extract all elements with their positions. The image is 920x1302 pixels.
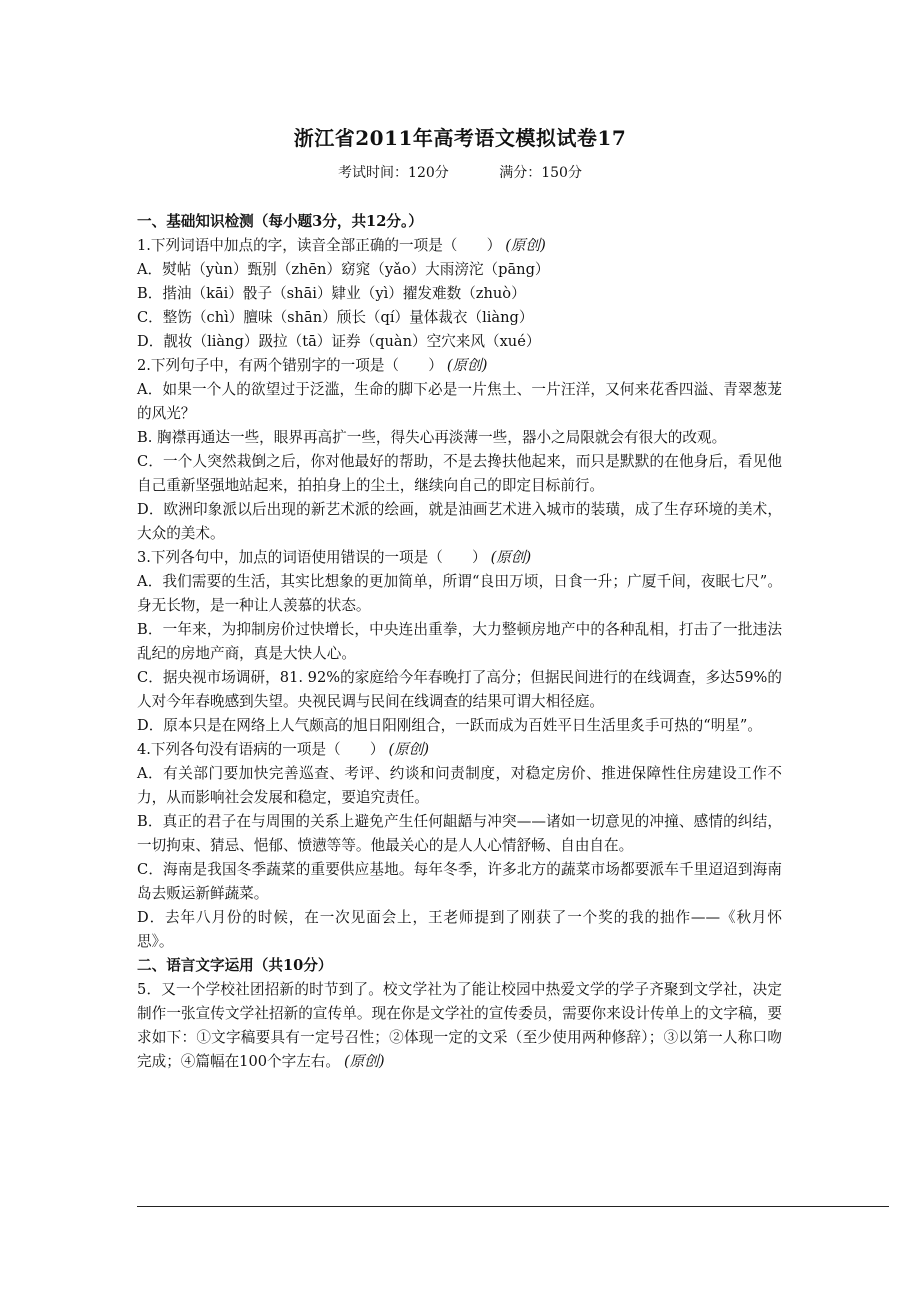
exam-time: 考试时间：120分: [338, 165, 449, 181]
question-3-option-a: A．我们需要的生活，其实比想象的更加简单，所谓“良田万顷，日食一升；广厦千间，夜眠七尺”。身无长物，是一种让人羡慕的状态。: [137, 573, 782, 614]
question-1-option-d: D．靓妆（liàng）趿拉（tā）证券（quàn）空穴来风（xué）: [137, 333, 541, 350]
question-3-option-d: D．原本只是在网络上人气颇高的旭日阳刚组合，一跃而成为百姓平日生活里炙手可热的“明星”。: [137, 717, 762, 734]
full-score: 满分：150分: [499, 165, 582, 181]
page-title: 浙江省2011年高考语文模拟试卷17: [293, 126, 627, 150]
original-note: (原创): [505, 237, 546, 254]
question-1-option-a: A．熨帖（yùn）甄别（zhēn）窈窕（yǎo）大雨滂沱（pāng）: [137, 261, 550, 278]
section-heading-1: 一、基础知识检测（每小题3分，共12分。）: [137, 213, 423, 230]
question-2-option-c: C．一个人突然栽倒之后，你对他最好的帮助，不是去搀扶他起来，而只是默默的在他身后，看见他自己重新坚强地站起来，拍拍身上的尘土，继续向自己的即定目标前行。: [137, 453, 782, 494]
question-5-stem: 5．又一个学校社团招新的时节到了。校文学社为了能让校园中热爱文学的学子齐聚到文学社，决定制作一张宣传文学社招新的宣传单。现在你是文学社的宣传委员，需要你来设计传单上的文字稿，要求如下：①文字稿要具有一定号召性；②体现一定的文采（至少使用两种修辞）；③以第一人称口吻完成；④篇幅在100个字左右。 (原创): [137, 981, 782, 1070]
question-2-stem: 2.下列句子中，有两个错别字的一项是（ ） (原创): [137, 357, 488, 374]
question-3-stem: 3.下列各句中，加点的词语使用错误的一项是（ ） (原创): [137, 549, 532, 566]
section-heading-2: 二、语言文字运用（共10分）: [137, 957, 333, 974]
question-3-option-c: C．据央视市场调研，81. 92%的家庭给今年春晚打了高分；但据民间进行的在线调查，多达59%的人对今年春晚感到失望。央视民调与民间在线调查的结果可谓大相径庭。: [137, 669, 782, 710]
original-note: (原创): [343, 1053, 385, 1070]
exam-content: [137, 210, 782, 1074]
footer-divider: [137, 1206, 889, 1207]
question-1-stem: 1.下列词语中加点的字，读音全部正确的一项是（ ） (原创): [137, 237, 546, 254]
original-note: (原创): [490, 549, 532, 566]
question-1-option-c: C．整饬（chì）膻味（shān）颀长（qí）量体裁衣（liàng）: [137, 309, 534, 326]
original-note: (原创): [446, 357, 488, 374]
question-4-stem: 4.下列各句没有语病的一项是（ ） (原创): [137, 741, 430, 758]
question-4-option-a: A．有关部门要加快完善巡查、考评、约谈和问责制度，对稳定房价、推进保障性住房建设工作不力，从而影响社会发展和稳定，要追究责任。: [137, 765, 782, 806]
exam-info: [0, 162, 920, 182]
question-3-option-b: B．一年来，为抑制房价过快增长，中央连出重拳，大力整顿房地产中的各种乱相，打击了一批违法乱纪的房地产商，真是大快人心。: [137, 621, 782, 662]
question-4-option-c: C．海南是我国冬季蔬菜的重要供应基地。每年冬季，许多北方的蔬菜市场都要派车千里迢迢到海南岛去贩运新鲜蔬菜。: [137, 861, 782, 902]
question-2-option-a: A．如果一个人的欲望过于泛滥，生命的脚下必是一片焦土、一片汪洋，又何来花香四溢、青翠葱茏的风光？: [137, 381, 782, 422]
question-4-option-d: D．去年八月份的时候，在一次见面会上，王老师提到了刚获了一个奖的我的拙作——《秋月怀思》。: [137, 909, 782, 950]
question-2-option-d: D．欧洲印象派以后出现的新艺术派的绘画，就是油画艺术进入城市的装璜，成了生存环境的美术，大众的美术。: [137, 501, 782, 542]
original-note: (原创): [388, 741, 430, 758]
question-2-option-b: B. 胸襟再通达一些，眼界再高扩一些，得失心再淡薄一些，器小之局限就会有很大的改观。: [137, 429, 727, 446]
question-4-option-b: B．真正的君子在与周围的关系上避免产生任何龃龉与冲突——诸如一切意见的冲撞、感情的纠结，一切拘束、猜忌、悒郁、愤懑等等。他最关心的是人人心情舒畅、自由自在。: [137, 813, 782, 854]
question-1-option-b: B．揩油（kāi）骰子（shāi）肄业（yì）擢发难数（zhuò）: [137, 285, 526, 302]
